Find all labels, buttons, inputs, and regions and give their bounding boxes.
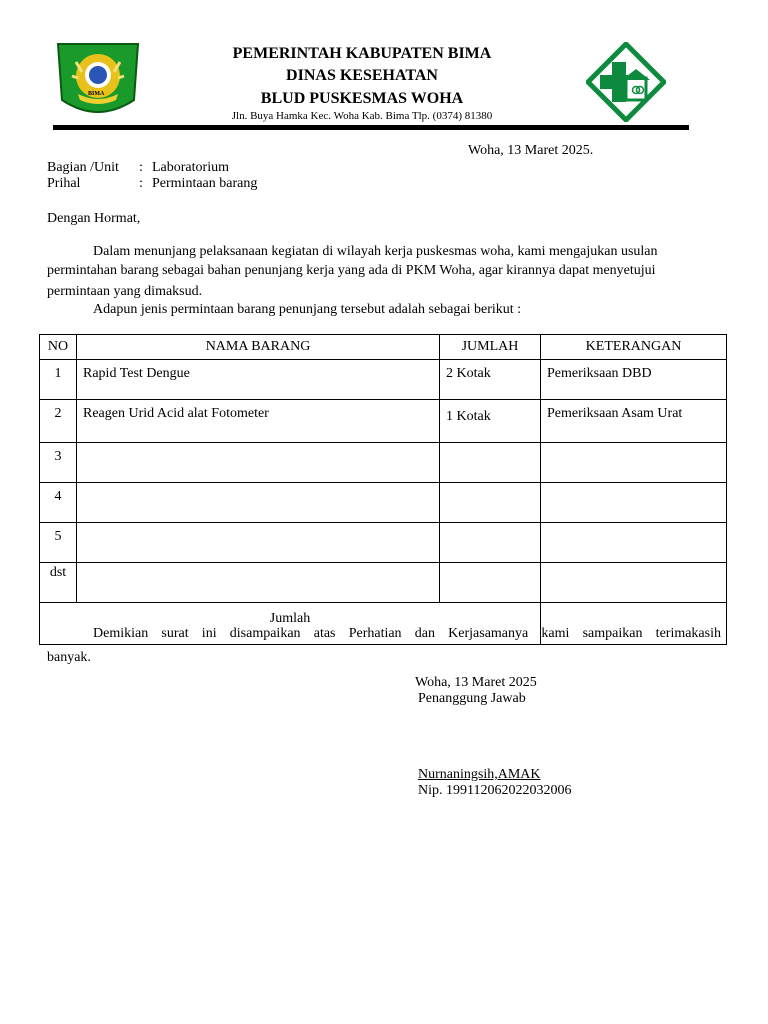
table-row (40, 483, 727, 523)
row-keterangan: Pemeriksaan DBD (541, 360, 727, 400)
row-jumlah (440, 563, 541, 603)
row-no: 3 (40, 443, 77, 483)
table-row (40, 443, 727, 483)
unit-separator: : (139, 160, 143, 175)
row-jumlah: 2 Kotak (440, 360, 541, 400)
header-line-2: DINAS KESEHATAN (286, 67, 438, 84)
signatory-name: Nurnaningsih,AMAK (418, 767, 541, 782)
header-line-1: PEMERINTAH KABUPATEN BIMA (232, 45, 492, 62)
row-no: 5 (40, 523, 77, 563)
row-jumlah: 1 Kotak (440, 400, 541, 443)
row-keterangan: Pemeriksaan Asam Urat (541, 400, 727, 443)
row-nama-barang (77, 563, 440, 603)
table-header-row (40, 335, 727, 360)
row-keterangan (541, 523, 727, 563)
header-address: Jln. Buya Hamka Kec. Woha Kab. Bima Tlp. (0374) 81380 (231, 110, 493, 122)
row-nama-barang (77, 443, 440, 483)
letter-date: Woha, 13 Maret 2025. (468, 143, 594, 158)
row-keterangan (541, 563, 727, 603)
closing-line-2: banyak. (47, 650, 91, 665)
row-jumlah (440, 443, 541, 483)
row-jumlah (440, 523, 541, 563)
logo-caption: BIMA (88, 91, 105, 97)
row-jumlah (440, 483, 541, 523)
row-nama-barang (77, 483, 440, 523)
row-no: 2 (40, 400, 77, 443)
puskesmas-logo (586, 42, 666, 122)
header-rule (53, 125, 689, 130)
header-jumlah: JUMLAH (440, 335, 541, 360)
table-row (40, 360, 727, 400)
signature-role: Penanggung Jawab (418, 691, 526, 706)
signatory-nip: Nip. 199112062022032006 (418, 783, 572, 798)
header-keterangan: KETERANGAN (541, 335, 727, 360)
paragraph-2: Adapun jenis permintaan barang penunjang tersebut adalah sebagai berikut : (93, 302, 522, 317)
subject-label: Prihal (47, 176, 81, 191)
unit-value: Laboratorium (152, 160, 229, 175)
table-row (40, 523, 727, 563)
closing-line-1: Demikian surat ini disampaikan atas Perhatian dan Kerjasamanya kami sampaikan terimakasih (93, 626, 721, 641)
row-nama-barang (77, 523, 440, 563)
items-table (39, 334, 727, 645)
header-line-3: BLUD PUSKESMAS WOHA (260, 90, 464, 107)
row-nama-barang: Rapid Test Dengue (77, 360, 440, 400)
signature-date: Woha, 13 Maret 2025 (415, 675, 537, 690)
total-label: Jumlah (40, 603, 541, 645)
subject-value: Permintaan barang (152, 176, 258, 191)
header-nama-barang: NAMA BARANG (77, 335, 440, 360)
kabupaten-logo (56, 42, 140, 120)
unit-label: Bagian /Unit (47, 160, 119, 175)
paragraph-1-line-1: Dalam menunjang pelaksanaan kegiatan di wilayah kerja puskesmas woha, kami mengajukan usulan (93, 244, 658, 259)
row-no: 1 (40, 360, 77, 400)
table-row (40, 400, 727, 443)
table-row (40, 563, 727, 603)
paragraph-1-line-3: permintaan yang dimaksud. (47, 284, 203, 299)
row-nama-barang: Reagen Urid Acid alat Fotometer (77, 400, 440, 443)
subject-separator: : (139, 176, 143, 191)
row-keterangan (541, 483, 727, 523)
row-no: dst (40, 563, 77, 603)
salutation: Dengan Hormat, (47, 211, 141, 226)
row-no: 4 (40, 483, 77, 523)
header-no: NO (40, 335, 77, 360)
paragraph-1-line-2: permintahan barang sebagai bahan penunjang kerja yang ada di PKM Woha, agar kirannya dapat menyetujui (47, 263, 656, 278)
row-keterangan (541, 443, 727, 483)
